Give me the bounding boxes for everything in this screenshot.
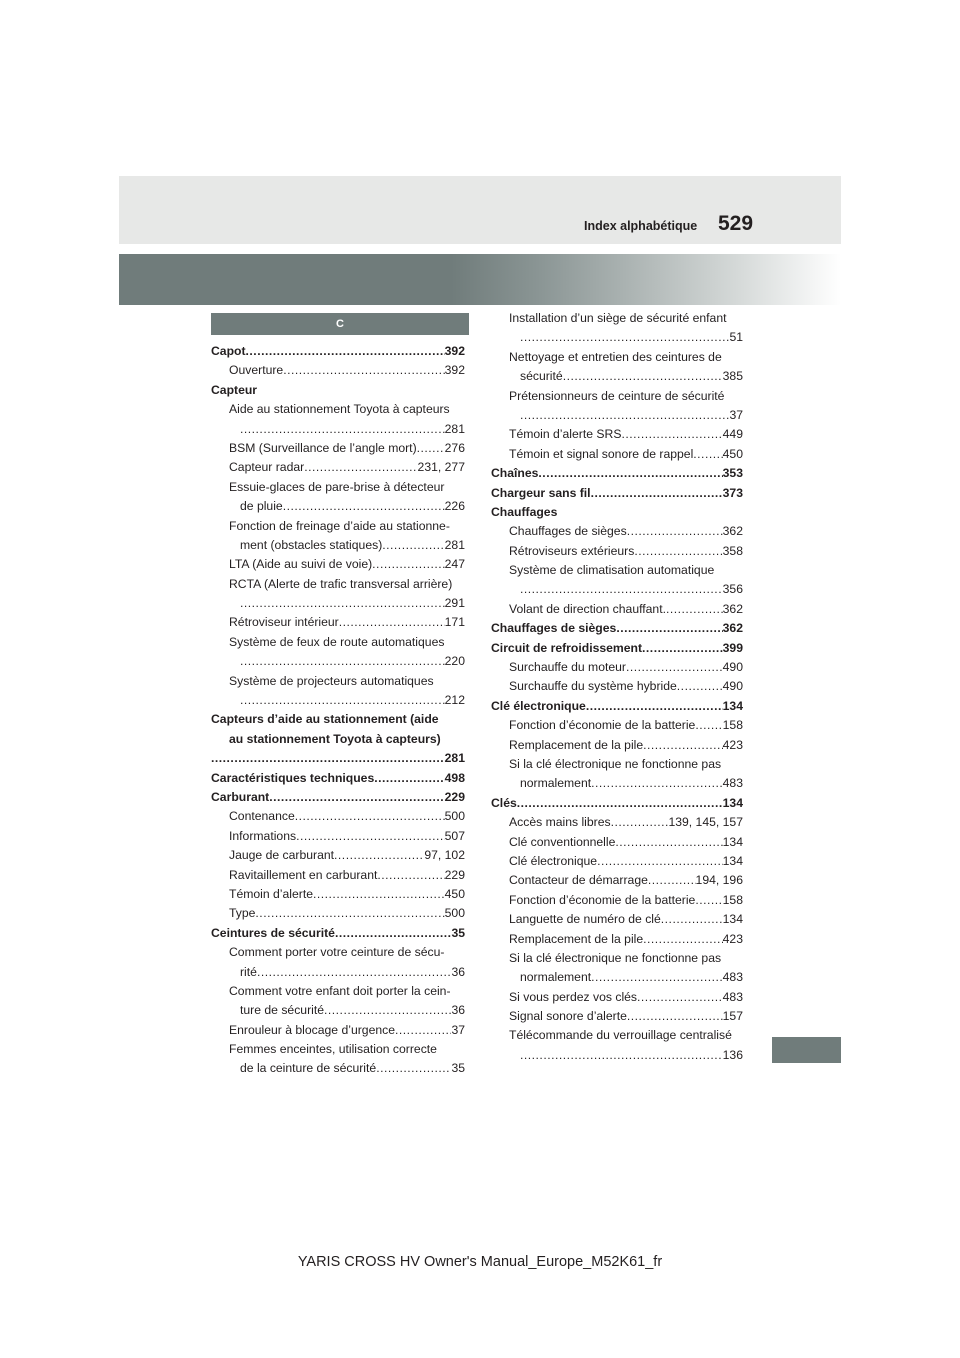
index-entry-page: 500	[444, 906, 465, 921]
index-entry-text: Capteur radar	[229, 460, 305, 475]
index-entry	[211, 575, 465, 594]
index-entry	[211, 1059, 465, 1078]
index-entry-leader-dots	[211, 749, 445, 768]
index-entry-text: Surchauffe du système hybride	[509, 679, 677, 694]
index-entry-text: Carburant	[211, 789, 270, 804]
index-entry	[491, 949, 743, 968]
index-entry-text: Capteurs d’aide au stationnement (aide	[211, 712, 439, 727]
index-entry-page: 449	[722, 427, 743, 442]
index-entry-page: 291	[444, 596, 465, 611]
index-entry-page: 134	[722, 853, 743, 868]
index-entry	[211, 710, 465, 729]
index-entry	[491, 445, 743, 464]
index-entry-text: Comment votre enfant doit porter la cein-	[229, 983, 451, 998]
index-entry-text: Signal sonore d’alerte	[509, 1009, 627, 1024]
index-entry-page: 212	[444, 693, 465, 708]
index-entry-leader-dots	[257, 963, 452, 982]
index-entry-leader-dots	[661, 910, 723, 929]
index-entry-leader-dots	[372, 555, 444, 574]
index-entry-text: Capot	[211, 344, 246, 358]
index-entry	[211, 846, 465, 865]
index-entry	[211, 652, 465, 671]
index-entry-text: Essuie-glaces de pare-brise à détecteur	[229, 479, 445, 494]
index-entry	[211, 1021, 465, 1040]
index-entry-page: 373	[722, 485, 743, 500]
index-entry	[491, 813, 743, 832]
index-entry-leader-dots	[677, 677, 723, 696]
index-entry	[491, 871, 743, 890]
index-entry-text: Clé électronique	[509, 853, 598, 868]
index-entry-text: sécurité	[520, 369, 563, 384]
index-entry-leader-dots	[666, 600, 723, 619]
index-entry-text: de la ceinture de sécurité	[240, 1061, 377, 1076]
index-entry-page: 490	[722, 679, 743, 694]
index-entry	[491, 988, 743, 1007]
index-entry-text: Languette de numéro de clé	[509, 912, 661, 927]
index-entry-page: 136	[722, 1047, 743, 1062]
section-letter: C	[336, 318, 344, 330]
index-entry-leader-dots	[520, 328, 729, 347]
index-entry-text: Si vous perdez vos clés	[509, 989, 638, 1004]
index-entry-page: 139, 145, 157	[668, 815, 743, 830]
index-entry-text: BSM (Surveillance de l’angle mort)	[229, 440, 417, 455]
index-entry	[491, 833, 743, 852]
index-entry	[491, 387, 743, 406]
index-entry-page: 229	[444, 789, 465, 804]
index-entry-text: Aide au stationnement Toyota à capteurs	[229, 402, 450, 417]
index-entry-page: 281	[444, 537, 465, 552]
index-entry	[211, 439, 465, 458]
index-entry-text: Accès mains libres	[509, 815, 611, 830]
index-entry-text: Comment porter votre ceinture de sécu-	[229, 945, 445, 960]
index-entry	[211, 749, 465, 768]
index-entry	[491, 619, 743, 638]
index-entry	[211, 361, 465, 380]
index-entry	[491, 1026, 743, 1045]
index-entry-text: Volant de direction chauffant.	[509, 601, 666, 616]
index-entry-leader-dots	[634, 542, 722, 561]
index-column-right	[491, 309, 743, 1065]
index-entry-leader-dots	[520, 580, 723, 599]
index-entry-leader-dots	[693, 445, 722, 464]
index-entry-leader-dots	[269, 788, 444, 807]
index-entry	[211, 807, 465, 826]
index-entry	[491, 1007, 743, 1026]
index-entry-page: 500	[444, 809, 465, 824]
header-gradient-band	[119, 254, 841, 305]
index-entry	[211, 730, 465, 749]
index-entry-leader-dots	[246, 342, 445, 361]
index-entry-page: 362	[722, 621, 743, 636]
index-entry-leader-dots	[643, 736, 723, 755]
index-entry-text: Télécommande du verrouillage centralisé	[509, 1028, 732, 1043]
index-entry-text: Témoin d’alerte SRS	[509, 427, 622, 442]
index-entry	[211, 866, 465, 885]
index-entry-text: Clés	[491, 795, 517, 810]
index-entry-page: 35	[451, 1061, 465, 1076]
index-entry-text: Ouverture	[229, 363, 284, 378]
index-entry	[491, 930, 743, 949]
index-entry	[211, 885, 465, 904]
index-entry-text: Nettoyage et entretien des ceintures de	[509, 349, 722, 364]
footer-text: YARIS CROSS HV Owner's Manual_Europe_M52K61_fr	[297, 1254, 663, 1270]
index-entry-leader-dots	[591, 968, 723, 987]
section-letter-bar	[211, 313, 469, 335]
index-entry	[211, 1001, 465, 1020]
index-entry-leader-dots	[517, 794, 723, 813]
index-entry-text: Prétensionneurs de ceinture de sécurité	[509, 388, 725, 403]
index-entry-leader-dots	[695, 891, 722, 910]
index-entry	[211, 827, 465, 846]
index-entry-page: 194, 196	[695, 873, 743, 888]
index-entry-page: 37	[729, 407, 743, 422]
index-entry	[491, 736, 743, 755]
index-entry-text: de pluie	[240, 499, 283, 514]
index-entry	[211, 594, 465, 613]
index-entry-leader-dots	[324, 1001, 451, 1020]
index-entry-page: 134	[722, 698, 743, 713]
index-entry	[211, 924, 465, 943]
index-entry-text: Système de feux de route automatiques	[229, 634, 445, 649]
index-entry-text: Témoin d’alerte	[229, 886, 313, 901]
index-entry	[211, 982, 465, 1001]
index-entry	[211, 769, 465, 788]
index-entry-text: Chauffages	[491, 504, 558, 519]
index-entry-text: LTA (Aide au suivi de voie)	[229, 557, 373, 572]
index-entry	[491, 328, 743, 347]
index-entry-text: Surchauffe du moteur	[509, 660, 626, 675]
index-entry-text: Circuit de refroidissement	[491, 640, 643, 655]
index-entry-page: 134	[722, 795, 743, 810]
index-entry-page: 356	[722, 582, 743, 597]
page-title: Index alphabétique	[584, 219, 698, 233]
index-entry-text: Chauffages de sièges	[491, 621, 617, 636]
index-entry	[491, 716, 743, 735]
page-number: 529	[718, 212, 754, 235]
index-entry-text: Fonction d’économie de la batterie	[509, 892, 696, 907]
index-entry-page: 247	[444, 557, 465, 572]
index-entry-page: 226	[444, 499, 465, 514]
index-entry-page: 37	[451, 1022, 465, 1037]
index-entry-page: 157	[722, 1009, 743, 1024]
index-entry-leader-dots	[611, 813, 669, 832]
index-entry-text: ment (obstacles statiques)	[240, 537, 383, 552]
index-entry-text: Si la clé électronique ne fonctionne pas	[509, 950, 722, 965]
index-entry-text: Informations	[229, 828, 297, 843]
index-entry-text: Rétroviseur intérieur	[229, 615, 339, 630]
index-entry-page: 231, 277	[417, 460, 465, 475]
index-entry	[491, 561, 743, 580]
index-entry-leader-dots	[382, 536, 444, 555]
index-entry	[491, 891, 743, 910]
index-entry-page: 483	[722, 776, 743, 791]
index-entry-leader-dots	[417, 439, 445, 458]
index-entry-leader-dots	[240, 652, 445, 671]
index-entry-page: 392	[444, 344, 465, 358]
index-entry-text: rité	[240, 964, 257, 979]
index-entry	[211, 633, 465, 652]
index-entry-text: Remplacement de la pile	[509, 931, 644, 946]
index-entry-page: 134	[722, 912, 743, 927]
index-entry-text: Fonction d’économie de la batterie	[509, 718, 696, 733]
index-entry-page: 483	[722, 970, 743, 985]
index-entry-page: 490	[722, 660, 743, 675]
index-entry-leader-dots	[538, 464, 722, 483]
index-entry-leader-dots	[304, 458, 417, 477]
index-entry-page: 36	[451, 1003, 465, 1018]
index-entry-text: Chaînes	[491, 466, 539, 481]
index-entry-leader-dots	[520, 406, 729, 425]
index-entry-page: 507	[444, 828, 465, 843]
index-entry	[211, 555, 465, 574]
index-entry	[491, 522, 743, 541]
index-entry	[211, 672, 465, 691]
index-entry-leader-dots	[591, 774, 723, 793]
index-entry-page: 281	[444, 751, 465, 766]
index-entry-text: Chargeur sans fil	[491, 485, 591, 500]
index-entry	[211, 400, 465, 419]
index-entry-page: 220	[444, 654, 465, 669]
index-entry	[211, 691, 465, 710]
index-entry-text: Chauffages de sièges	[509, 524, 627, 539]
index-entry-leader-dots	[621, 425, 722, 444]
index-entry	[211, 1040, 465, 1059]
index-entry-leader-dots	[339, 613, 445, 632]
index-entry-leader-dots	[255, 904, 444, 923]
index-entry-leader-dots	[283, 497, 445, 516]
index-entry-text: Contacteur de démarrage	[509, 873, 648, 888]
index-entry-page: 362	[722, 524, 743, 539]
index-entry-page: 51	[729, 330, 743, 345]
index-entry	[491, 542, 743, 561]
index-entry-leader-dots	[283, 361, 444, 380]
index-entry	[491, 794, 743, 813]
index-entry-leader-dots	[395, 1021, 451, 1040]
index-entry-leader-dots	[637, 988, 723, 1007]
index-entry	[491, 658, 743, 677]
index-entry-page: 423	[722, 931, 743, 946]
index-entry	[491, 910, 743, 929]
thumb-tab-marker	[772, 1037, 841, 1063]
index-entry	[211, 963, 465, 982]
index-entry-page: 158	[722, 718, 743, 733]
index-entry-text: Témoin et signal sonore de rappel	[509, 446, 694, 461]
index-entry	[491, 639, 743, 658]
index-entry	[211, 904, 465, 923]
index-entry	[491, 367, 743, 386]
index-entry-page: 498	[444, 770, 465, 785]
index-entry	[491, 677, 743, 696]
index-entry-leader-dots	[563, 367, 723, 386]
index-entry-leader-dots	[240, 594, 445, 613]
index-entry	[211, 517, 465, 536]
index-entry-text: normalement	[520, 970, 592, 985]
index-entry-page: 36	[451, 964, 465, 979]
index-entry-leader-dots	[295, 807, 445, 826]
index-entry-text: Remplacement de la pile	[509, 737, 644, 752]
index-entry-leader-dots	[627, 1007, 723, 1026]
index-entry-leader-dots	[626, 658, 723, 677]
index-entry-text: Type	[229, 906, 256, 921]
index-entry-text: Rétroviseurs extérieurs	[509, 543, 635, 558]
index-entry	[491, 774, 743, 793]
index-entry	[491, 464, 743, 483]
index-entry-page: 399	[722, 640, 743, 655]
index-entry-page: 276	[444, 440, 465, 455]
index-entry-page: 450	[444, 886, 465, 901]
index-entry	[491, 580, 743, 599]
index-entry-text: Enrouleur à blocage d’urgence	[229, 1022, 396, 1037]
index-entry-leader-dots	[377, 866, 444, 885]
index-entry-text: Ceintures de sécurité	[211, 925, 335, 940]
index-entry-text: Clé électronique	[491, 698, 586, 713]
index-entry	[211, 613, 465, 632]
index-entry-text: Ravitaillement en carburant	[229, 867, 378, 882]
index-entry	[491, 503, 743, 522]
index-entry-leader-dots	[334, 846, 424, 865]
index-entry	[211, 478, 465, 497]
index-entry	[491, 348, 743, 367]
index-entry-page: 392	[444, 363, 465, 378]
index-entry-page: 385	[722, 369, 743, 384]
index-entry	[211, 536, 465, 555]
index-entry-text: Femmes enceintes, utilisation correcte	[229, 1042, 437, 1057]
index-entry	[211, 420, 465, 439]
index-entry-text: Clé conventionnelle	[509, 834, 616, 849]
index-entry-page: 358	[722, 543, 743, 558]
index-entry	[491, 309, 743, 328]
index-entry-text: Jauge de carburant	[229, 848, 335, 863]
index-entry-text: normalement	[520, 776, 592, 791]
index-entry	[491, 600, 743, 619]
index-entry-page: 158	[722, 892, 743, 907]
index-column-left	[211, 342, 465, 1079]
index-entry-text: Si la clé électronique ne fonctionne pas	[509, 756, 722, 771]
index-entry-page: 362	[722, 601, 743, 616]
index-entry-leader-dots	[615, 833, 722, 852]
index-entry-leader-dots	[643, 930, 723, 949]
index-entry	[491, 852, 743, 871]
index-entry	[211, 788, 465, 807]
index-entry-leader-dots	[627, 522, 723, 541]
index-entry	[211, 497, 465, 516]
index-entry-text: ture de sécurité	[240, 1003, 325, 1018]
index-entry-page: 35	[451, 925, 465, 940]
index-entry-text: Contenance	[229, 809, 295, 824]
index-entry-leader-dots	[313, 885, 445, 904]
index-entry	[491, 755, 743, 774]
index-entry-leader-dots	[520, 1046, 723, 1065]
index-entry-page: 97, 102	[424, 848, 465, 863]
index-entry-text: Installation d’un siège de sécurité enfant	[509, 311, 727, 325]
index-entry-leader-dots	[597, 852, 723, 871]
index-entry-leader-dots	[591, 484, 723, 503]
index-entry-leader-dots	[586, 697, 723, 716]
index-entry-text: RCTA (Alerte de trafic transversal arrière)	[229, 576, 453, 591]
index-entry-text: Capteur	[211, 382, 258, 397]
index-entry-leader-dots	[642, 639, 723, 658]
index-entry	[491, 406, 743, 425]
index-entry	[491, 968, 743, 987]
index-entry-page: 171	[444, 615, 465, 630]
index-entry-page: 353	[722, 466, 743, 481]
index-entry-leader-dots	[335, 924, 451, 943]
index-entry-page: 134	[722, 834, 743, 849]
index-entry	[211, 381, 465, 400]
index-entry-leader-dots	[240, 420, 445, 439]
index-entry-text: Système de climatisation automatique	[509, 563, 715, 578]
index-entry-text: au stationnement Toyota à capteurs)	[229, 731, 441, 746]
index-entry-leader-dots	[616, 619, 722, 638]
index-entry-leader-dots	[648, 871, 696, 890]
index-entry	[491, 484, 743, 503]
index-entry-page: 483	[722, 989, 743, 1004]
index-entry	[491, 1046, 743, 1065]
index-entry-text: Fonction de freinage d’aide au stationne-	[229, 518, 450, 533]
index-entry-leader-dots	[374, 769, 444, 788]
index-entry	[211, 458, 465, 477]
index-entry-leader-dots	[376, 1059, 451, 1078]
index-entry	[211, 943, 465, 962]
index-entry	[211, 342, 465, 361]
index-entry-page: 281	[444, 421, 465, 436]
index-entry-page: 423	[722, 737, 743, 752]
index-entry	[491, 425, 743, 444]
index-entry-text: Caractéristiques techniques	[211, 770, 375, 785]
index-entry-leader-dots	[296, 827, 445, 846]
index-entry-text: Système de projecteurs automatiques	[229, 673, 434, 688]
index-entry-leader-dots	[240, 691, 445, 710]
index-entry-page: 229	[444, 867, 465, 882]
index-entry-leader-dots	[695, 716, 722, 735]
index-entry	[491, 697, 743, 716]
index-entry-page: 450	[722, 446, 743, 461]
